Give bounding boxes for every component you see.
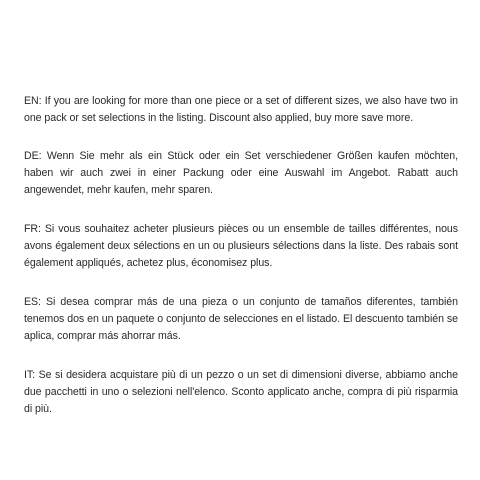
paragraph-it: IT: Se si desidera acquistare più di un pezzo o un set di dimensioni diverse, abbiamo anche due pacchetti in uno o selezioni nell'elenco. Sconto applicato anche, compra di più risparmia di più. [24,369,458,415]
paragraph-fr: FR: Si vous souhaitez acheter plusieurs pièces ou un ensemble de tailles différentes, nous avons également deux sélections en un ou plusieurs sélections dans la liste. Des rabais sont également appliqués, achetez plus, économisez plus. [24,223,458,269]
paragraph-es: ES: Si desea comprar más de una pieza o un conjunto de tamaños diferentes, también tenemos dos en un paquete o conjunto de selecciones en el listado. El descuento también se aplica, comprar más ahorrar más. [24,296,458,342]
paragraph-en: EN: If you are looking for more than one piece or a set of different sizes, we also have two in one pack or set selections in the listing. Discount also applied, buy more save more. [24,95,458,124]
paragraph-de: DE: Wenn Sie mehr als ein Stück oder ein Set verschiedener Größen kaufen möchten, haben wir auch zwei in einer Packung oder eine Auswahl im Angebot. Rabatt auch angewendet, mehr kaufen, mehr sparen. [24,150,458,196]
